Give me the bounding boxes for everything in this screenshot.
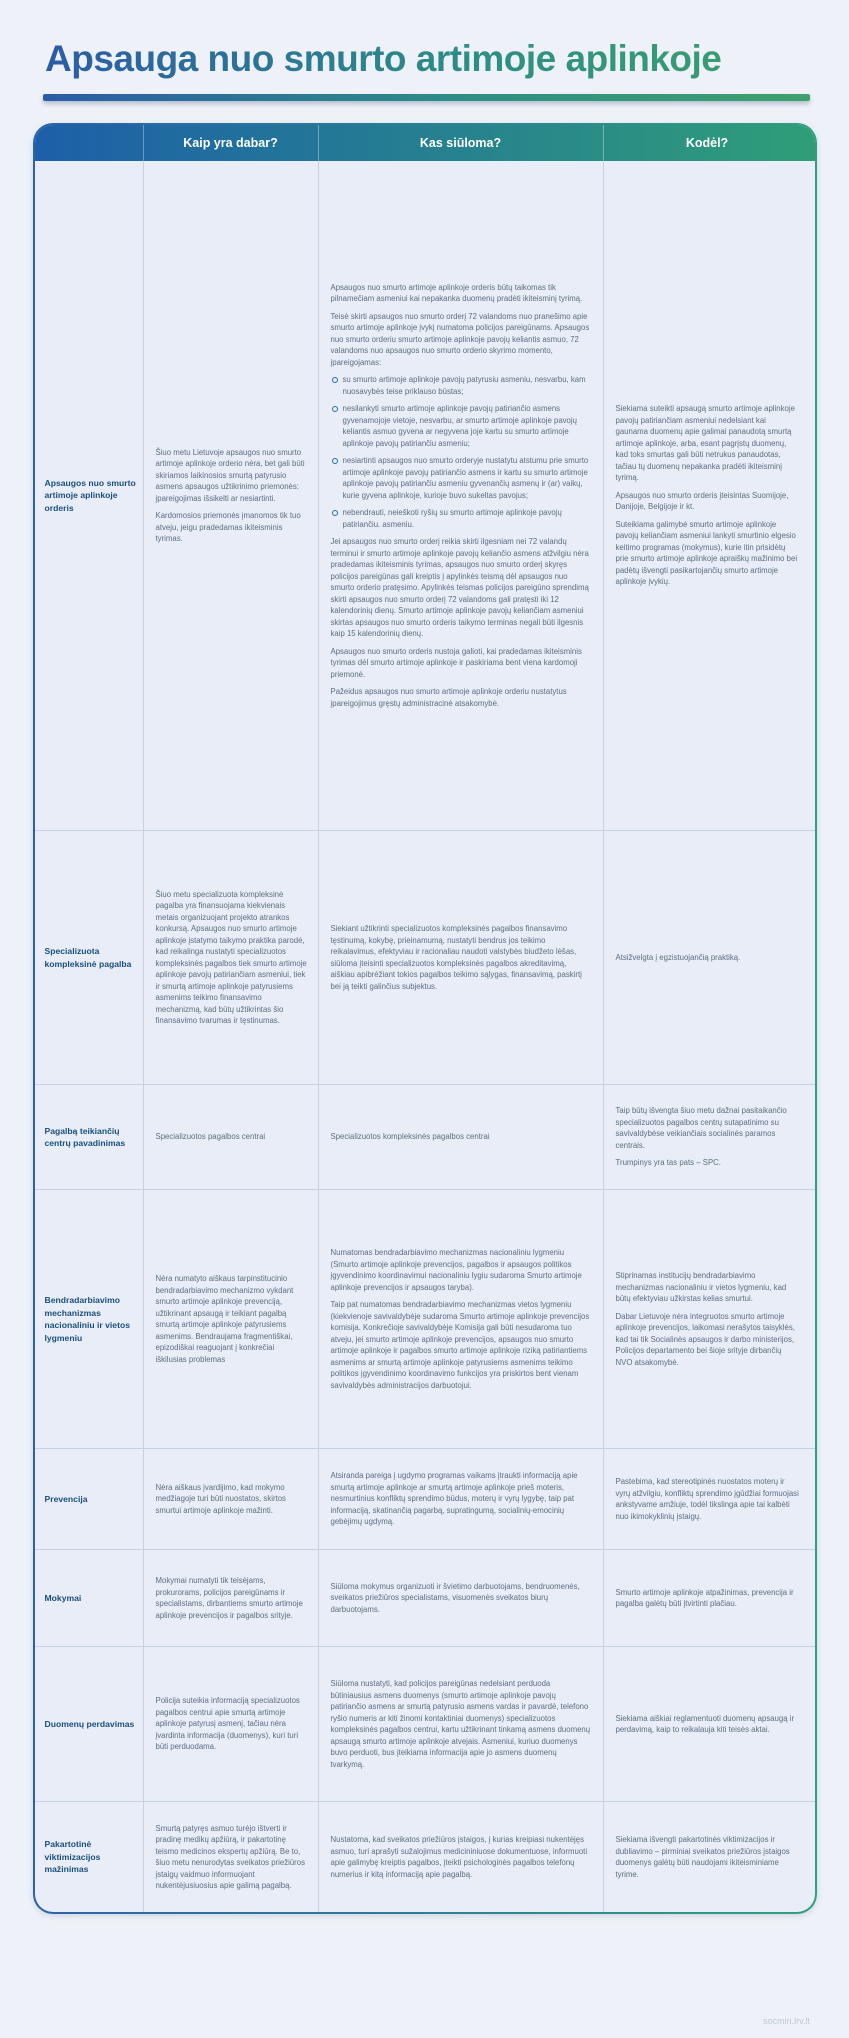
- cell-why-paragraph: Siekiama suteikti apsaugą smurto artimoje aplinkoje pavojų patiriančiam asmeniui nedelsiant kai gaunama duomenų apie galimai panaudotą smurtą artimoje aplinkoje, arba, esant pagrįstų duomenų, kad toks smurtas gali būti netrukus panaudotas, tačiau tų duomenų nepakanka pradėti ikiteisminį tyrimą.: [615, 404, 795, 483]
- footer-website: socmin.lrv.lt: [763, 2016, 810, 2026]
- cell-proposed-paragraph: Siūloma nustatyti, kad policijos pareigūnas nedelsiant perduoda būtiniausius asmens duomenys (smurto artimoje aplinkoje pavojų patiriančio asmens ar smurtą patyrusio asmens vardas ir pavardė, telefono ryšio numeris ar kiti žinomi kontaktiniai duomenys) specializuotos kompleksinės pagalbos centrui, kartu užtikrinant tinkamą asmens duomenų apsaugą smurto artimoje aplinkoje atvejais. Asmeniui, kuriuo duomenys buvo perduoti, bus įteikiama informacija apie jo asmens duomenų tvarkymą.: [330, 1679, 591, 1769]
- cell-why: [603, 1802, 811, 1912]
- table-row: [35, 1801, 815, 1912]
- row-label: Duomenų perdavimas: [44, 1718, 135, 1729]
- comparison-table: [35, 125, 815, 1912]
- table-header-row: [35, 125, 815, 161]
- cell-now: [143, 161, 318, 830]
- cell-proposed-paragraph: Pažeidus apsaugos nuo smurto artimoje aplinkoje orderiu nustatytus įpareigojimus gręstų administracinė atsakomybė.: [330, 687, 567, 708]
- cell-proposed-paragraph: Numatomas bendradarbiavimo mechanizmas nacionaliniu lygmeniu (Smurto artimoje aplinkoje prevencijos, pagalbos ir apsaugos politikos įgyvendinimo koordinavimui nacionaliniu lygiu sudaroma Smurto artimoje aplinkoje prevencijos ir apsaugos taryba).: [330, 1248, 582, 1292]
- row-label: Pakartotinė viktimizacijos mažinimas: [44, 1839, 101, 1875]
- comparison-table-frame: [33, 123, 817, 1914]
- cell-proposed-paragraph: Nustatoma, kad sveikatos priežiūros įstaigos, į kurias kreipiasi nukentėjęs asmuo, turi aprašyti sužalojimus medicininiuose dokumentuose, informuoti apie galimybę kreiptis pagalbos, įteikti psichologinės pagalbos telefonų numerius ir kitą informaciją apie pagalbą.: [330, 1835, 588, 1879]
- row-label: Specializuota kompleksinė pagalba: [44, 946, 132, 969]
- cell-why-paragraph: Smurto artimoje aplinkoje atpažinimas, prevencija ir pagalba galėtų būti įtvirtinti plačiau.: [615, 1587, 794, 1608]
- cell-proposed-paragraph: Taip pat numatomas bendradarbiavimo mechanizmas vietos lygmeniu (kiekvienoje savivaldybėje sudaroma Smurto artimoje aplinkoje prevencijos komisija. Konkrečioje savivaldybėje Komisija gali būti nesudaroma tuo atveju, jei smurto artimoje aplinkoje prevencijos, apsaugos nuo smurto artimoje aplinkoje ir pagalbos smurto artimoje aplinkoje riziką patiriantiems asmenims ar smurtą artimoje aplinkoje patyrusiems asmenims teikimo politikos įgyvendinimo koordinavimo funkcijos yra priskirtos bent vienam savivaldybės administracijos darbuotojui.: [330, 1300, 590, 1390]
- cell-proposed-paragraph: Specializuotos kompleksinės pagalbos centrai: [330, 1132, 490, 1142]
- cell-why: [603, 1190, 811, 1448]
- cell-proposed-paragraph: Teisė skirti apsaugos nuo smurto orderį 72 valandoms nuo pranešimo apie smurto artimoje aplinkoje įvykį numatoma policijos pareigūnams. Apsaugos nuo smurto orderiu smurto artimoje aplinkoje pavojų keliantis asmuo, 72 valandoms nuo apsaugos nuo smurto orderio skyrimo momento, įpareigojamas:: [330, 311, 590, 367]
- header-cell-why: Kodėl?: [603, 125, 811, 161]
- header-cell-empty: [35, 125, 143, 161]
- header-cell-now: Kaip yra dabar?: [143, 125, 318, 161]
- cell-why-paragraph: Suteikiama galimybė smurto artimoje aplinkoje pavojų keliančiam asmeniui lankyti smurtinio elgesio keitimo programas (mokymus), kurie itin prisidėtų prie smurto artimoje aplinkoje apraiškų mažinimo bei padėtų išvengti pasikartojančių smurto artimoje aplinkoje įvykių.: [615, 519, 798, 587]
- cell-proposed-paragraph: Atsiranda pareiga į ugdymo programas vaikams įtraukti informaciją apie smurtą artimoje aplinkoje ar smurtą artimoje aplinkoje prieš moteris, nesmurtinius konfliktų sprendimo būdus, moterų ir vyrų lygybę, taip pat informaciją, skatinančią pagarbą, supratingumą, socialinių-emocinių gebėjimų ugdymą.: [330, 1471, 578, 1527]
- cell-proposed: [318, 1550, 603, 1646]
- bullet-circle-icon: [332, 377, 338, 383]
- cell-proposed-bullet-text: nesilankyti smurto artimoje aplinkoje pavojų patiriančio asmens gyvenamojoje vietoje, nesvarbu, ar smurto artimoje aplinkoje pavojų keliantis asmuo gyvena ar negyvena joje kartu su smurto artimoje aplinkoje pavojų patiriančiu asmeniu;: [342, 404, 577, 448]
- cell-proposed-bullet-item: [331, 374, 593, 397]
- table-row: [35, 1549, 815, 1646]
- bullet-circle-icon: [332, 406, 338, 412]
- cell-why-paragraph: Trumpinys yra tas pats – SPC.: [615, 1158, 721, 1168]
- cell-proposed-bullet-text: nebendrauti, neieškoti ryšių su smurto artimoje aplinkoje pavojų patiriančiu. asmeniu.: [342, 508, 562, 529]
- header-cell-proposed: Kas siūloma?: [318, 125, 603, 161]
- row-label: Bendradarbiavimo mechanizmas nacionaliniu ir vietos lygmeniu: [44, 1295, 130, 1343]
- cell-why-paragraph: Pastebima, kad stereotipinės nuostatos moterų ir vyrų atžvilgiu, konfliktų sprendimo įgūdžiai formuojasi ankstyvame amžiuje, todėl tikslinga apie tai kalbėti nuo ikimokyklinių įstaigų.: [615, 1477, 799, 1521]
- table-row: [35, 1646, 815, 1801]
- cell-now-paragraph: Smurtą patyręs asmuo turėjo ištverti ir pradinę medikų apžiūrą, ir pakartotinę teismo medicinos ekspertų apžiūrą. Be to, šiuo metu nenurodytas sveikatos priežiūros įstaigų vaidmuo informuojant nukentėjusiuosius apie galimą pagalbą.: [155, 1823, 306, 1890]
- cell-proposed-paragraph: Apsaugos nuo smurto artimoje aplinkoje orderis būtų taikomas tik pilnamečiam asmeniui kai nepakanka duomenų pradėti ikiteisminį tyrimą.: [330, 282, 583, 304]
- bullet-circle-icon: [332, 510, 338, 516]
- cell-proposed: [318, 1449, 603, 1549]
- cell-why-paragraph: Apsaugos nuo smurto orderis įteisintas Suomijoje, Danijoje, Belgijoje ir kt.: [615, 490, 789, 512]
- cell-now: [143, 1449, 318, 1549]
- table-row: [35, 161, 815, 830]
- table-row: [35, 1084, 815, 1189]
- cell-now: [143, 1190, 318, 1448]
- cell-now: [143, 1085, 318, 1189]
- cell-proposed-paragraph: Apsaugos nuo smurto orderis nustoja galioti, kai pradedamas ikiteisminis tyrimas dėl smurto artimoje aplinkoje ir paskiriama bent viena kardomoji priemonė.: [330, 646, 582, 679]
- cell-now: [143, 1802, 318, 1912]
- title-accent-bar: [43, 94, 810, 101]
- cell-now: [143, 1550, 318, 1646]
- cell-now-paragraph: Nėra numatyto aiškaus tarpinstitucinio bendradarbiavimo mechanizmo vykdant smurto artimoje aplinkoje prevenciją, užtikrinant apsaugą ir teikiant pagalbą smurtą artimoje aplinkoje patyrusiems asmenims. Bendraujama fragmentiškai, epizodiškai reaguojant į konkrečiai iškilusias problemas: [155, 1274, 294, 1364]
- cell-proposed-paragraph: Siekiant užtikrinti specializuotos kompleksinės pagalbos finansavimo tęstinumą, kokybę, prieinamumą, nustatyti bendrus jos teikimo reikalavimus, efektyviau ir racionaliau naudoti valstybės biudžeto lėšas, siūloma įteisinti specializuotos kompleksinės pagalbos akreditavimą, aiškiau apibrėžiant tokios pagalbos teikimo sąlygas, finansavimą, paskirtį bei ją teikti galinčius subjektus.: [330, 924, 582, 991]
- cell-proposed-bullet-text: nesiartinti apsaugos nuo smurto orderyje nustatytu atstumu prie smurto artimoje aplinkoje pavojų patiriančio asmens ir kartu su smurto artimoje aplinkoje pavojų patiriančiu asmeniu gyvenančių asmenų ir (ar) vaikų, kurie gyvena aplinkoje, kurioje buvo sukeltas pavojus;: [342, 456, 589, 500]
- cell-proposed-bullet-item: [331, 455, 593, 501]
- cell-now-paragraph: Nėra aiškaus įvardijimo, kad mokymo medžiagoje turi būti nuostatos, skirtos smurtui artimoje aplinkoje mažinti.: [155, 1482, 286, 1515]
- cell-why-paragraph: Atsižvelgta į egzistuojančią praktiką.: [615, 952, 741, 962]
- row-label: Pagalbą teikiančių centrų pavadinimas: [44, 1125, 126, 1148]
- row-label: Prevencija: [44, 1493, 88, 1504]
- table-row: [35, 830, 815, 1084]
- cell-proposed-bullet-item: [331, 403, 593, 449]
- cell-why-paragraph: Taip būtų išvengta šiuo metu dažnai pasitaikančio specializuotos pagalbos centrų sutapatinimo su savivaldybėse veikiančiais socialinės paramos centrais.: [615, 1106, 787, 1150]
- cell-why-paragraph: Dabar Lietuvoje nėra integruotos smurto artimoje aplinkoje prevencijos, laikomasi nerašytos taisyklės, kad tai tik Socialinės apsaugos ir darbo ministerijos, Policijos departamento bei šioje srityje dirbančių NVO atsakomybė.: [615, 1311, 795, 1367]
- cell-why: [603, 1647, 811, 1801]
- cell-why: [603, 1085, 811, 1189]
- row-label: Apsaugos nuo smurto artimoje aplinkoje orderis: [44, 477, 136, 513]
- cell-why: [603, 1449, 811, 1549]
- cell-now-paragraph: Mokymai numatyti tik teisėjams, prokurorams, policijos pareigūnams ir specialistams, dirbantiems smurto artimoje aplinkoje prevencijos ir pagalbos srityje.: [155, 1576, 303, 1620]
- cell-now-paragraph: Šiuo metu Lietuvoje apsaugos nuo smurto artimoje aplinkoje orderio nėra, bet gali būti skiriamos laikinosios smurtą patyrusio asmens apsaugos užtikrinimo priemonės: įpareigojimas išsikelti ar nesiartinti.: [155, 447, 305, 503]
- table-row: [35, 1189, 815, 1448]
- cell-now: [143, 1647, 318, 1801]
- cell-proposed: [318, 1802, 603, 1912]
- cell-now: [143, 831, 318, 1084]
- table-row: [35, 1448, 815, 1549]
- cell-why: [603, 161, 811, 830]
- cell-proposed: [318, 1085, 603, 1189]
- bullet-circle-icon: [332, 458, 338, 464]
- cell-why-paragraph: Siekiama išvengti pakartotinės viktimizacijos ir dubliavimo – pirminiai sveikatos priežiūros įstaigos duomenys galėtų būti naudojami ikiteisminiame tyrime.: [615, 1835, 790, 1879]
- row-label: Mokymai: [44, 1592, 82, 1603]
- cell-proposed-bullet-item: [331, 507, 593, 530]
- cell-proposed: [318, 1647, 603, 1801]
- cell-proposed-bullet-text: su smurto artimoje aplinkoje pavojų patyrusiu asmeniu, nesvarbu, kam nuosavybės teise priklauso būstas;: [342, 375, 586, 396]
- cell-proposed: [318, 161, 603, 830]
- cell-now-paragraph: Kardomosios priemonės įmanomos tik tuo atveju, jeigu pradedamas ikiteisminis tyrimas.: [155, 511, 301, 543]
- cell-now-paragraph: Specializuotos pagalbos centrai: [155, 1132, 266, 1142]
- cell-now-paragraph: Šiuo metu specializuota kompleksinė pagalba yra finansuojama kiekvienais metais organizuojant projekto atrankos konkursą. Apsaugos nuo smurto artimoje aplinkoje įstatymo taikymo praktika parodė, kad reikalinga nustatyti specializuotos kompleksinės pagalbos tiek smurto artimoje aplinkoje pavojų patiriančiam asmeniui, tiek ir smurtą artimoje aplinkoje patyrusiems asmenims teikimo finansavimo mechanizmą, kad būtų užtikrintas šio finansavimo tvarumas ir tęstinumas.: [155, 889, 307, 1025]
- cell-now-paragraph: Policija suteikia informaciją specializuotos pagalbos centrui apie smurtą artimoje aplinkoje patyrusį asmenį, tačiau nėra įvardinta informacija (duomenys), kuri turi būti perduodama.: [155, 1696, 300, 1752]
- cell-why-paragraph: Stiprinamas institucijų bendradarbiavimo mechanizmas nacionaliniu ir vietos lygmeniu, kad būtų efektyviau užkirstas kelias smurtui.: [615, 1271, 787, 1303]
- cell-proposed: [318, 831, 603, 1084]
- table-body: [35, 161, 815, 1912]
- cell-proposed: [318, 1190, 603, 1448]
- cell-why: [603, 831, 811, 1084]
- cell-proposed-paragraph: Siūloma mokymus organizuoti ir švietimo darbuotojams, bendruomenės, sveikatos priežiūros specialistams, visuomenės sveikatos biurų darbuotojams.: [330, 1581, 580, 1614]
- cell-why: [603, 1550, 811, 1646]
- cell-proposed-paragraph: Jei apsaugos nuo smurto orderį reikia skirti ilgesniam nei 72 valandų terminui ir smurto artimoje aplinkoje pavojų keliančio asmens atžvilgiu nėra pradedamas ikiteisminis tyrimas, apsaugos nuo smurto orderį skyręs policijos pareigūnas gali kreiptis į apylinkės teismą dėl apsaugos nuo smurto orderio pratęsimo. Apylinkės teismas policijos pareigūno sprendimą skirti apsaugos nuo smurto orderį 72 valandoms gali pratęsti iki 12 kalendorinių dienų. Smurto artimoje aplinkoje pavojų keliančiam asmeniui skirtas apsaugos nuo smurto orderis taikymo terminas negali būti ilgesnis kaip 15 kalendorinių dienų.: [330, 537, 589, 639]
- cell-why-paragraph: Siekiama aiškiai reglamentuoti duomenų apsaugą ir perdavimą, kaip to reikalauja kiti teisės aktai.: [615, 1713, 795, 1734]
- page-title: Apsauga nuo smurto artimoje aplinkoje: [45, 38, 811, 80]
